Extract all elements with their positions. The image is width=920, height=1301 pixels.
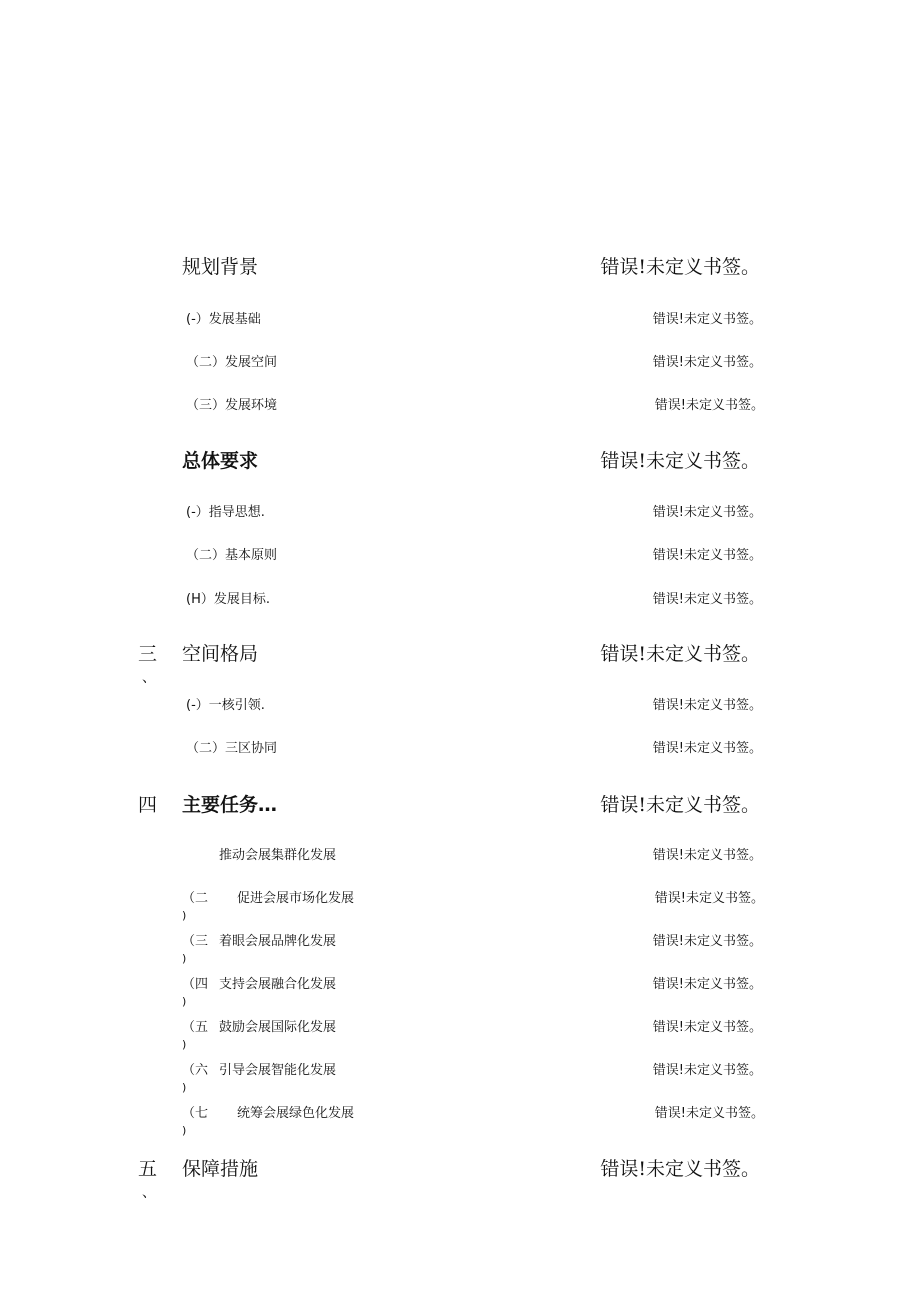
toc-entry-4-2[interactable] bbox=[0, 892, 920, 932]
toc-entry-2-3[interactable] bbox=[0, 593, 920, 633]
toc-subsection-title: (-）一核引领. bbox=[186, 698, 265, 713]
toc-subsection-number: （二 bbox=[182, 891, 209, 906]
toc-subsection-title: （二）三区协同 bbox=[186, 741, 278, 756]
toc-section-number: 四 bbox=[138, 794, 158, 816]
toc-subsection-number: （四 bbox=[182, 977, 209, 992]
toc-subsection-title: （二）发展空间 bbox=[186, 355, 278, 370]
toc-entry-4-7[interactable] bbox=[0, 1107, 920, 1147]
toc-subsection-title: (-）指导思想. bbox=[186, 505, 265, 520]
toc-page-ref: 错误!未定义书签。 bbox=[654, 398, 764, 413]
toc-subsection-number: （七 bbox=[182, 1106, 209, 1121]
toc-subsection-rparen: ) bbox=[182, 1124, 187, 1137]
toc-page-ref: 错误!未定义书签。 bbox=[652, 934, 762, 949]
toc-subsection-number: （三 bbox=[182, 934, 209, 949]
toc-page-ref: 错误!未定义书签。 bbox=[600, 1158, 760, 1180]
toc-entry-section-3[interactable] bbox=[0, 645, 920, 685]
toc-subsection-rparen: ) bbox=[182, 1038, 187, 1051]
toc-section-title: 总体要求 bbox=[182, 450, 259, 472]
toc-page-ref: 错误!未定义书签。 bbox=[652, 1063, 762, 1078]
toc-entry-4-5[interactable] bbox=[0, 1021, 920, 1061]
toc-section-number: 三 bbox=[138, 643, 158, 665]
toc-subsection-number: （六 bbox=[182, 1063, 209, 1078]
toc-subsection-number: （五 bbox=[182, 1020, 209, 1035]
toc-page-ref: 错误!未定义书签。 bbox=[652, 977, 762, 992]
toc-section-number: 五 bbox=[138, 1158, 158, 1180]
toc-page-ref: 错误!未定义书签。 bbox=[652, 312, 762, 327]
toc-section-title: 保障措施 bbox=[182, 1158, 259, 1180]
toc-entry-4-4[interactable] bbox=[0, 978, 920, 1018]
toc-subsection-title: 推动会展集群化发展 bbox=[219, 848, 337, 863]
toc-entry-2-1[interactable] bbox=[0, 506, 920, 546]
toc-page-ref: 错误!未定义书签。 bbox=[652, 848, 762, 863]
toc-entry-2-2[interactable] bbox=[0, 549, 920, 589]
toc-entry-section-5[interactable] bbox=[0, 1160, 920, 1200]
toc-page-ref: 错误!未定义书签。 bbox=[652, 592, 762, 607]
toc-section-title: 主要任务… bbox=[182, 794, 278, 816]
toc-section-comma: 、 bbox=[142, 670, 156, 686]
toc-subsection-rparen: ) bbox=[182, 995, 187, 1008]
toc-subsection-title: (-）发展基础 bbox=[186, 312, 261, 327]
toc-entry-4-6[interactable] bbox=[0, 1064, 920, 1104]
toc-page-ref: 错误!未定义书签。 bbox=[654, 891, 764, 906]
toc-subsection-title: 引导会展智能化发展 bbox=[219, 1063, 337, 1078]
toc-subsection-title: （二）基本原则 bbox=[186, 548, 278, 563]
toc-subsection-title: （三）发展环境 bbox=[186, 398, 278, 413]
toc-subsection-title: 鼓励会展国际化发展 bbox=[219, 1020, 337, 1035]
toc-entry-1-1[interactable] bbox=[0, 313, 920, 353]
toc-entry-3-1[interactable] bbox=[0, 699, 920, 739]
toc-entry-1-2[interactable] bbox=[0, 356, 920, 396]
toc-page-ref: 错误!未定义书签。 bbox=[600, 794, 760, 816]
toc-entry-4-1[interactable] bbox=[0, 849, 920, 889]
toc-page-ref: 错误!未定义书签。 bbox=[654, 1106, 764, 1121]
toc-page-ref: 错误!未定义书签。 bbox=[652, 741, 762, 756]
toc-subsection-title: 支持会展融合化发展 bbox=[219, 977, 337, 992]
toc-entry-section-1[interactable] bbox=[0, 258, 920, 298]
toc-page-ref: 错误!未定义书签。 bbox=[600, 643, 760, 665]
toc-subsection-rparen: ) bbox=[182, 952, 187, 965]
toc-subsection-rparen: ) bbox=[182, 909, 187, 922]
toc-entry-section-2[interactable] bbox=[0, 452, 920, 492]
toc-entry-1-3[interactable] bbox=[0, 399, 920, 439]
toc-page-ref: 错误!未定义书签。 bbox=[600, 256, 760, 278]
toc-subsection-title: 促进会展市场化发展 bbox=[237, 891, 355, 906]
toc-page-ref: 错误!未定义书签。 bbox=[600, 450, 760, 472]
toc-page-ref: 错误!未定义书签。 bbox=[652, 355, 762, 370]
toc-section-comma: 、 bbox=[142, 1185, 156, 1201]
toc-page-ref: 错误!未定义书签。 bbox=[652, 505, 762, 520]
toc-entry-3-2[interactable] bbox=[0, 742, 920, 782]
toc-subsection-title: (H）发展目标. bbox=[186, 592, 270, 607]
toc-page-ref: 错误!未定义书签。 bbox=[652, 548, 762, 563]
toc-page-ref: 错误!未定义书签。 bbox=[652, 1020, 762, 1035]
toc-entry-section-4[interactable] bbox=[0, 796, 920, 836]
toc-subsection-title: 着眼会展品牌化发展 bbox=[219, 934, 337, 949]
toc-page-ref: 错误!未定义书签。 bbox=[652, 698, 762, 713]
toc-section-title: 规划背景 bbox=[182, 256, 259, 278]
toc-section-title: 空间格局 bbox=[182, 643, 259, 665]
toc-entry-4-3[interactable] bbox=[0, 935, 920, 975]
toc-subsection-rparen: ) bbox=[182, 1081, 187, 1094]
toc-subsection-title: 统筹会展绿色化发展 bbox=[237, 1106, 355, 1121]
